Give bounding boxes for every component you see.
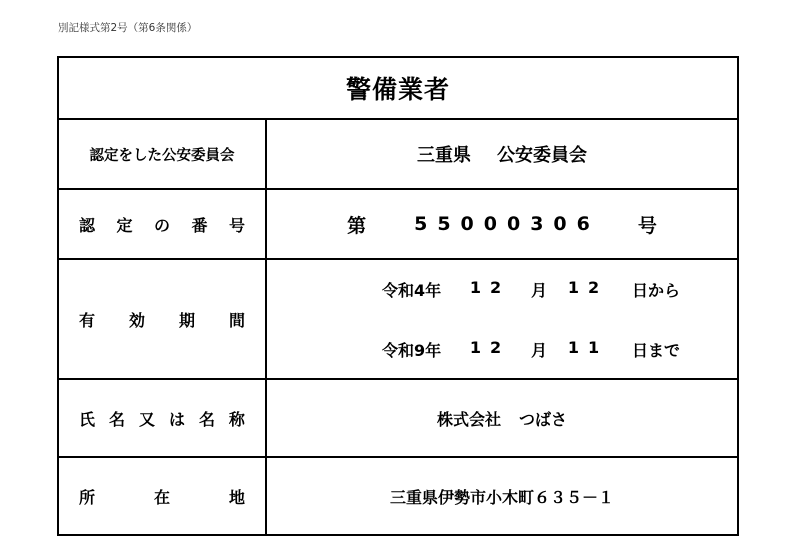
value-period <box>267 260 737 378</box>
label-char: は <box>168 409 185 429</box>
period-to <box>382 338 680 361</box>
from-month-unit: 月 <box>530 281 547 300</box>
label-char: 効 <box>128 310 145 330</box>
commission-body: 公安委員会 <box>497 145 587 166</box>
from-day-unit: 日から <box>631 281 680 300</box>
commission-prefecture: 三重県 <box>417 145 471 166</box>
license-board <box>57 56 739 536</box>
label-char: 期 <box>178 310 195 330</box>
label-char: 所 <box>79 487 96 507</box>
number-prefix: 第 <box>347 214 367 237</box>
label-number <box>59 190 267 258</box>
to-month: 12 <box>469 338 511 357</box>
label-period <box>59 260 267 378</box>
company-name: つばさ <box>519 409 568 429</box>
label-char: 有 <box>79 310 96 330</box>
to-day: 11 <box>567 338 609 357</box>
value-commission <box>267 120 737 188</box>
row-number <box>59 188 737 258</box>
label-char: 名 <box>108 409 125 429</box>
to-day-unit: 日まで <box>631 341 680 360</box>
number-suffix: 号 <box>637 214 657 237</box>
company-kind: 株式会社 <box>436 409 501 429</box>
value-address: 三重県伊勢市小木町６３５－１ <box>389 487 614 507</box>
number-digits: 55000306 <box>414 213 600 235</box>
from-month: 12 <box>469 278 511 297</box>
label-char: 地 <box>228 487 245 507</box>
value-name <box>267 380 737 456</box>
label-char: 称 <box>228 409 245 429</box>
from-day: 12 <box>567 278 609 297</box>
label-address <box>59 458 267 534</box>
form-note: 別記様式第2号（第6条関係） <box>58 22 198 34</box>
label-char: 在 <box>153 487 170 507</box>
period-from <box>382 278 680 301</box>
label-name <box>59 380 267 456</box>
row-name <box>59 378 737 456</box>
board-title: 警備業者 <box>345 75 450 104</box>
label-char: 間 <box>228 310 245 330</box>
to-era: 令和9年 <box>382 341 442 360</box>
label-char: の <box>153 215 170 235</box>
value-number <box>267 190 737 258</box>
label-char: 名 <box>198 409 215 429</box>
from-era: 令和4年 <box>382 281 442 300</box>
label-char: 定 <box>116 215 133 235</box>
row-address <box>59 456 737 534</box>
label-char: 号 <box>228 215 245 235</box>
label-commission: 認定をした公安委員会 <box>59 120 267 188</box>
row-period <box>59 258 737 378</box>
to-month-unit: 月 <box>530 341 547 360</box>
row-commission <box>59 118 737 188</box>
label-char: 又 <box>138 409 155 429</box>
label-char: 認 <box>79 215 96 235</box>
label-char: 氏 <box>79 409 96 429</box>
label-char: 番 <box>191 215 208 235</box>
